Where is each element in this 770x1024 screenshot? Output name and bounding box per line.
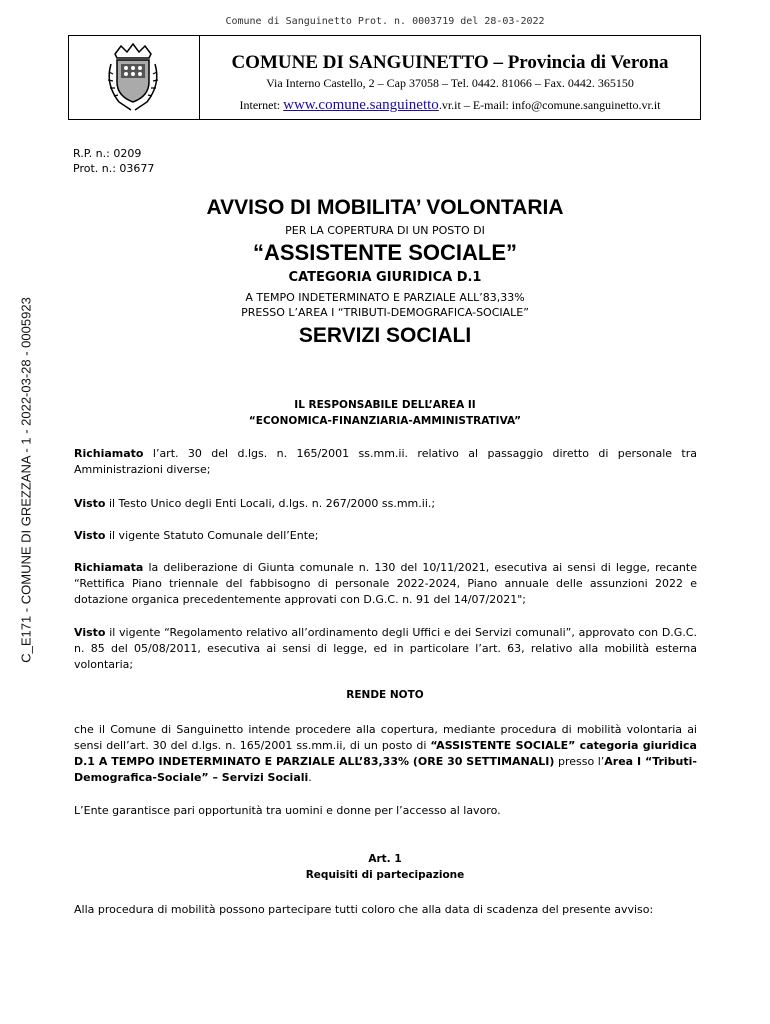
notice-title: AVVISO DI MOBILITA’ VOLONTARIA — [206, 196, 564, 219]
paragraph-visto-regolamento — [74, 625, 697, 673]
responsible-title: IL RESPONSABILE DELL’AREA II — [294, 399, 476, 411]
category-title: CATEGORIA GIURIDICA D.1 — [288, 270, 482, 285]
paragraph-requirements-intro: Alla procedura di mobilità possono partecipare tutti coloro che alla data di scadenza del presente avviso: — [74, 903, 654, 916]
paragraph-richiamata — [74, 560, 697, 608]
area-line: PRESSO L’AREA I “TRIBUTI-DEMOGRAFICA-SOCIALE” — [241, 306, 529, 319]
article-title: Requisiti di partecipazione — [305, 869, 465, 881]
paragraph-richiamato — [74, 446, 697, 478]
paragraph-text: presso l’ — [554, 755, 605, 768]
email-info: .vr.it – E-mail: info@comune.sanguinetto.vr.it — [438, 98, 661, 112]
notice-subtitle: PER LA COPERTURA DI UN POSTO DI — [285, 224, 485, 237]
contact-line — [200, 97, 700, 114]
responsible-area: “ECONOMICA-FINANZIARIA-AMMINISTRATIVA” — [248, 415, 522, 427]
coat-of-arms-icon — [101, 40, 165, 114]
internet-label: Internet: — [239, 98, 284, 112]
paragraph-text: l’art. 30 del d.lgs. n. 165/2001 ss.mm.ii. relativo al passaggio diretto di personale tra Amministrazioni diverse; — [74, 447, 697, 476]
letterhead — [68, 35, 701, 120]
role-title: “ASSISTENTE SOCIALE” — [252, 240, 518, 265]
paragraph-lead: Richiamata — [74, 561, 144, 574]
coat-of-arms-logo — [69, 36, 200, 119]
paragraph-visto-tuel — [74, 496, 697, 512]
paragraph-text: la deliberazione di Giunta comunale n. 130 del 10/11/2021, esecutiva ai sensi di legge, recante “Rettifica Piano triennale del fabbisogno di personale 2022-2024, Piano annuale delle assunzioni 2022 e dotazione organica precedentemente approvati con D.G.C. n. 91 del 14/07/2021"; — [74, 561, 697, 606]
paragraph-lead: Visto — [74, 626, 106, 639]
paragraph-text: il Testo Unico degli Enti Locali, d.lgs. n. 267/2000 ss.mm.ii.; — [105, 497, 436, 510]
reference-numbers — [73, 146, 154, 176]
paragraph-visto-statuto — [74, 528, 697, 544]
paragraph-text: . — [308, 771, 312, 784]
rende-noto-heading: RENDE NOTO — [346, 689, 424, 701]
rp-number: R.P. n.: 0209 — [73, 147, 142, 160]
contract-type: A TEMPO INDETERMINATO E PARZIALE ALL’83,33% — [245, 291, 525, 304]
prot-number: Prot. n.: 03677 — [73, 162, 155, 175]
protocol-stamp: Comune di Sanguinetto Prot. n. 0003719 del 28-03-2022 — [225, 16, 545, 27]
municipality-address: Via Interno Castello, 2 – Cap 37058 – Tel. 0442. 81066 – Fax. 0442. 365150 — [266, 76, 634, 90]
paragraph-text: il vigente Statuto Comunale dell’Ente; — [105, 529, 319, 542]
website-link[interactable]: www.comune.sanguinetto — [283, 97, 439, 113]
side-protocol-stamp: C_E171 - COMUNE DI GREZZANA - 1 - 2022-03-28 - 0005923 — [18, 297, 34, 663]
paragraph-text: il vigente “Regolamento relativo all’ordinamento degli Uffici e dei Servizi comunali”, approvato con D.G.C. n. 85 del 05/08/2011, esecutiva ai sensi di legge, ed in particolare l’art. 63, relativo alla mobilità esterna volontaria; — [74, 626, 697, 671]
paragraph-lead: Richiamato — [74, 447, 144, 460]
paragraph-bold: Area I “Tributi-Demografica-Sociale” – Servizi Sociali — [74, 755, 697, 784]
municipality-name: COMUNE DI SANGUINETTO – Provincia di Verona — [231, 52, 669, 73]
paragraph-text: che il Comune di Sanguinetto intende procedere alla copertura, mediante procedura di mobilità volontaria ai sensi dell’art. 30 del d.lgs. n. 165/2001 ss.mm.ii, di un posto di — [74, 723, 697, 752]
article-number: Art. 1 — [368, 853, 402, 865]
paragraph-lead: Visto — [74, 497, 106, 510]
paragraph-announcement — [74, 722, 697, 786]
paragraph-equal-opportunity: L’Ente garantisce pari opportunità tra uomini e donne per l’accesso al lavoro. — [74, 804, 501, 817]
paragraph-lead: Visto — [74, 529, 106, 542]
paragraph-bold: “ASSISTENTE SOCIALE” categoria giuridica D.1 A TEMPO INDETERMINATO E PARZIALE ALL’83,33% (ORE 30 SETTIMANALI) — [74, 739, 697, 768]
service-title: SERVIZI SOCIALI — [298, 324, 472, 347]
